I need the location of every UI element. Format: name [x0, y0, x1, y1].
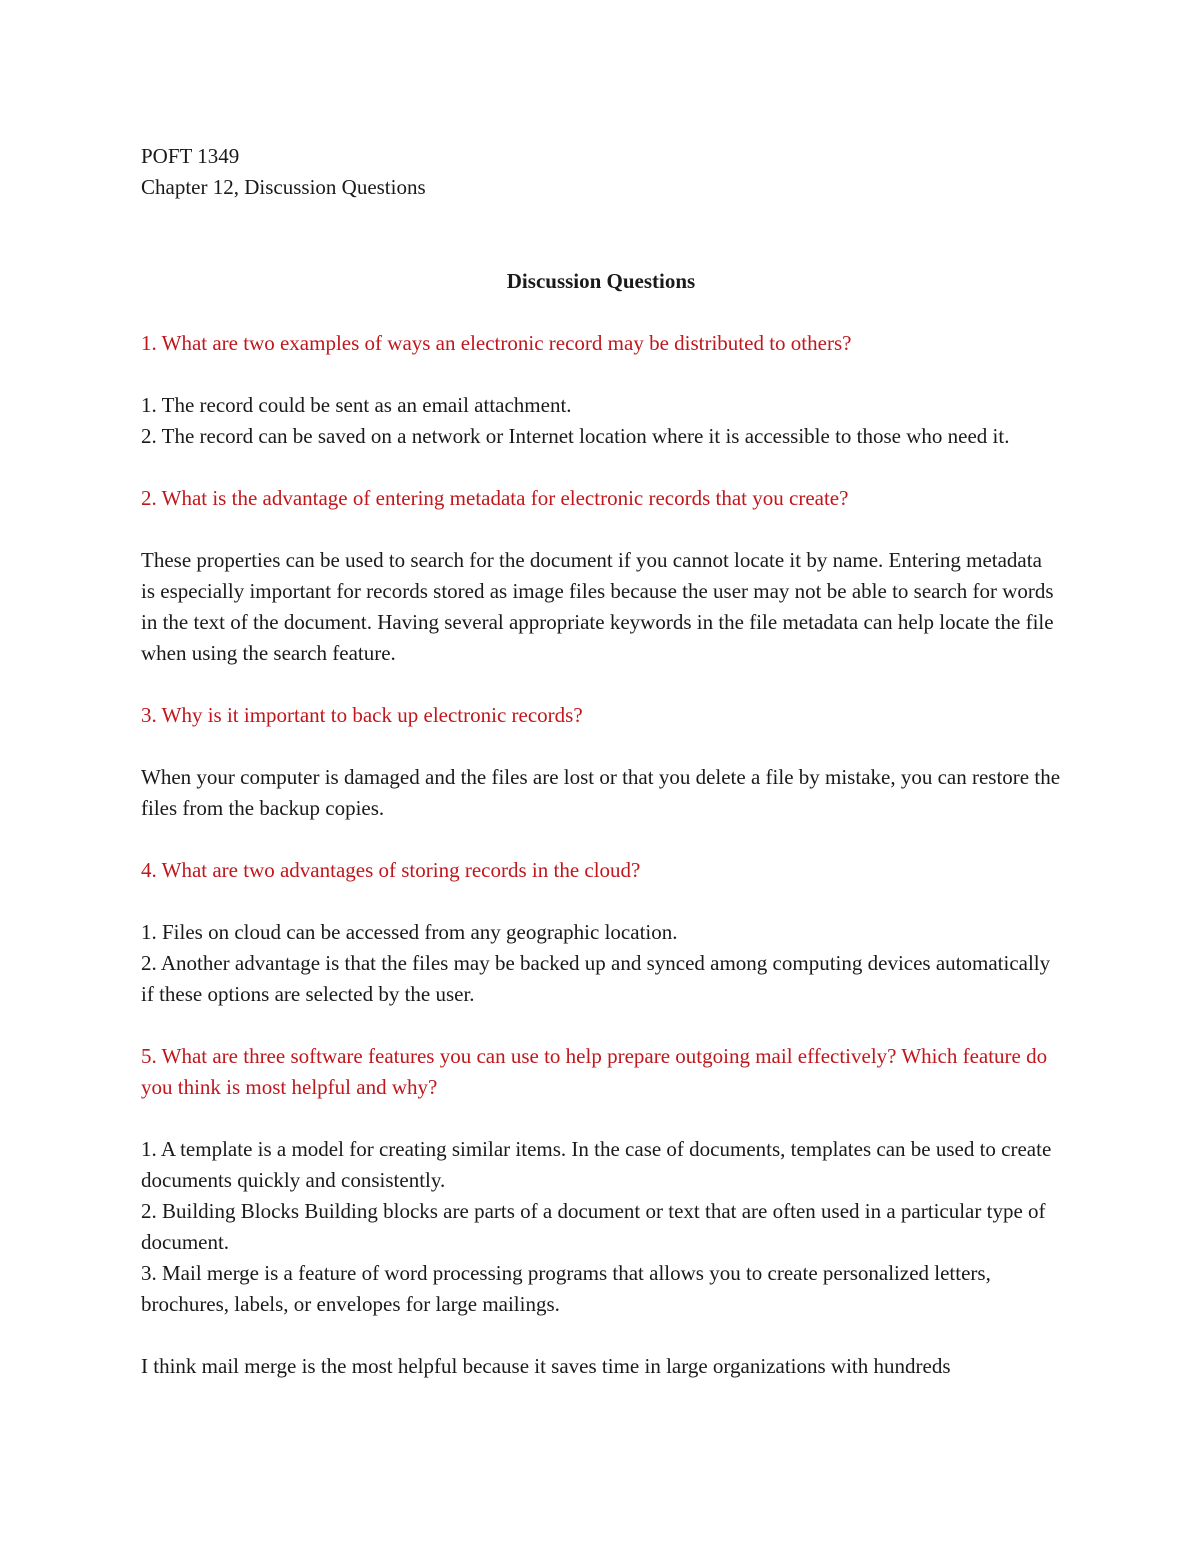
- answer-3: When your computer is damaged and the files are lost or that you delete a file by mistake, you can restore the files from the backup copies.: [141, 765, 1066, 820]
- question-4: 4. What are two advantages of storing records in the cloud?: [141, 858, 641, 882]
- answer-2: These properties can be used to search for the document if you cannot locate it by name. Entering metadata is especially important for records stored as image files because the user may not be able to search for words in the text of the document. Having several appropriate keywords in the file metadata can help locate the file when using the search feature.: [141, 548, 1059, 665]
- document-subtitle: Chapter 12, Discussion Questions: [141, 175, 426, 199]
- answer-1-item-1: 1. The record could be sent as an email attachment.: [141, 393, 572, 417]
- answer-5-item-1: 1. A template is a model for creating similar items. In the case of documents, templates can be used to create documents quickly and consistently.: [141, 1137, 1057, 1192]
- question-5: 5. What are three software features you can use to help prepare outgoing mail effectively? Which feature do you think is most helpful and why?: [141, 1044, 1053, 1099]
- question-3: 3. Why is it important to back up electronic records?: [141, 703, 583, 727]
- page-title: Discussion Questions: [506, 269, 696, 293]
- document-page: [141, 141, 1066, 1382]
- course-code: POFT 1349: [141, 144, 240, 168]
- question-1: 1. What are two examples of ways an electronic record may be distributed to others?: [141, 331, 852, 355]
- answer-5-conclusion: I think mail merge is the most helpful because it saves time in large organizations with hundreds: [141, 1354, 951, 1378]
- answer-4-item-2: 2. Another advantage is that the files may be backed up and synced among computing devices automatically if these options are selected by the user.: [141, 951, 1056, 1006]
- answer-5-item-2: 2. Building Blocks Building blocks are parts of a document or text that are often used in a particular type of document.: [141, 1199, 1051, 1254]
- answer-5-item-3: 3. Mail merge is a feature of word processing programs that allows you to create personalized letters, brochures, labels, or envelopes for large mailings.: [141, 1261, 997, 1316]
- question-2: 2. What is the advantage of entering metadata for electronic records that you create?: [141, 486, 849, 510]
- answer-4-item-1: 1. Files on cloud can be accessed from any geographic location.: [141, 920, 678, 944]
- answer-1-item-2: 2. The record can be saved on a network or Internet location where it is accessible to those who need it.: [141, 424, 1010, 448]
